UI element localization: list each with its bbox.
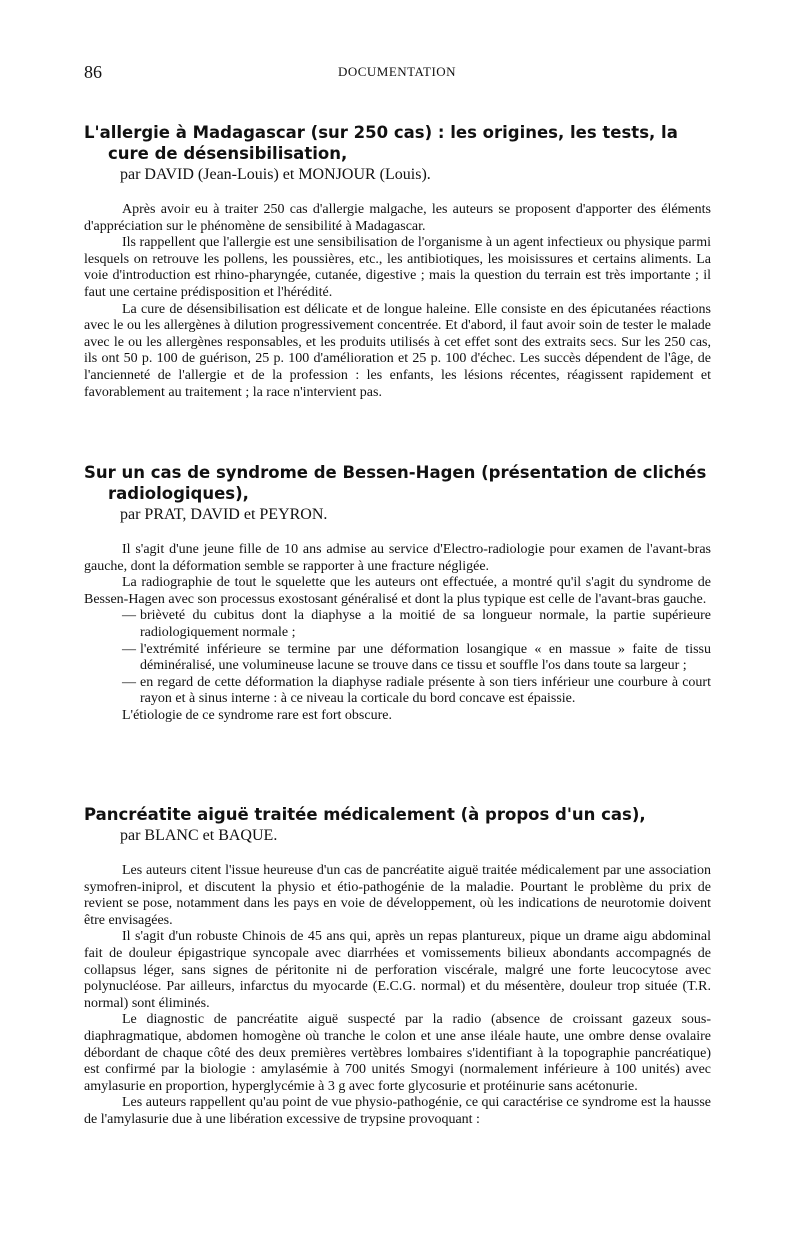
list-item-text: brièveté du cubitus dont la diaphyse a la moitié de sa longueur normale, la partie supérieure radiologiquement normale ;	[140, 608, 711, 640]
article-body	[84, 863, 711, 1129]
article-authors: par DAVID (Jean-Louis) et MONJOUR (Louis).	[120, 166, 431, 183]
running-head	[84, 62, 710, 82]
paragraph: Le diagnostic de pancréatite aiguë suspecté par la radio (absence de croissant gazeux sous-diaphragmatique, abdomen homogène où tranche le colon et une anse iléale haute, une ombre dense ovalaire débordant de chaque côté des deux premières vertèbres lombaires s'identifiant à la topographie pancréatique) est confirmé par la biologie : amylasémie à 700 unités Smogyi (normalement inférieure à 100 unités) avec amylasurie en proportion, hyperglycémie à 3 g avec forte glycosurie et protéinurie sans acétonurie.	[84, 1012, 711, 1094]
dash-bullet: —	[122, 641, 136, 657]
list-item-text: l'extrémité inférieure se termine par une déformation losangique « en massue » faite de tissu déminéralisé, une volumineuse lacune se trouve dans ce tissu et souffle l'os dans toute sa largeur ;	[140, 641, 711, 674]
article-title: L'allergie à Madagascar (sur 250 cas) : les origines, les tests, la cure de désensibilisation,	[84, 123, 678, 163]
article-title: Sur un cas de syndrome de Bessen-Hagen (présentation de clichés radiologiques),	[84, 463, 707, 503]
article-pancreatite	[84, 804, 711, 1129]
findings-list	[84, 608, 711, 708]
page-number: 86	[84, 62, 102, 82]
paragraph: La cure de désensibilisation est délicate et de longue haleine. Elle consiste en des épicutanées réactions avec le ou les allergènes à dilution progressivement concentrée. Et d'abord, il faut avoir soin de tester le malade avec le ou les allergènes responsables, et les produits utilisés à cet effet sont des extraits secs. Sur les 250 cas, ils ont 50 p. 100 de guérison, 25 p. 100 d'amélioration et 25 p. 100 d'échec. Les succès dépendent de l'âge, de l'ancienneté de l'allergie et de la profession : les enfants, les lésions récentes, réagissent rapidement et favorablement au traitement ; la race n'intervient pas.	[84, 301, 711, 400]
paragraph: Les auteurs citent l'issue heureuse d'un cas de pancréatite aiguë traitée médicalement par une association symofren-iniprol, et discutent la physio et étio-pathogénie de la maladie. Pourtant le problème du prix de revient se pose, notamment dans les pays en voie de développement, où les indications de neurotomie doivent être envisagées.	[84, 863, 711, 928]
dash-bullet: —	[122, 608, 136, 624]
article-body	[84, 202, 711, 401]
article-title: Pancréatite aiguë traitée médicalement (à propos d'un cas),	[84, 805, 646, 824]
list-item	[84, 675, 711, 708]
article-allergie	[84, 122, 711, 401]
article-authors: par PRAT, DAVID et PEYRON.	[120, 506, 328, 523]
dash-bullet: —	[122, 674, 136, 690]
paragraph: La radiographie de tout le squelette que les auteurs ont effectuée, a montré qu'il s'agit du syndrome de Bessen-Hagen avec son processus exostosant généralisé et dont la plus typique est celle de l'avant-bras gauche.	[84, 575, 711, 607]
list-item	[84, 642, 711, 675]
paragraph: Après avoir eu à traiter 250 cas d'allergie malgache, les auteurs se proposent d'apporter des éléments d'appréciation sur le phénomène de sensibilité à Madagascar.	[84, 202, 711, 234]
list-item-text: en regard de cette déformation la diaphyse radiale présente à son tiers inférieur une courbure à court rayon et à sinus interne : à ce niveau la corticale du bord concave est épaissie.	[140, 674, 711, 707]
article-bessen-hagen	[84, 462, 711, 725]
list-item	[84, 608, 711, 641]
paragraph: Ils rappellent que l'allergie est une sensibilisation de l'organisme à un agent infectieux ou physique parmi lesquels on retrouve les pollens, les poussières, etc., les antibiotiques, les moisissures et certains aliments. La voie d'introduction est rhino-pharyngée, cutanée, digestive ; mais la question du terrain est très importante ; il faut une certaine prédisposition et l'hérédité.	[84, 235, 711, 300]
article-authors: par BLANC et BAQUE.	[120, 827, 278, 844]
paragraph: Il s'agit d'une jeune fille de 10 ans admise au service d'Electro-radiologie pour examen de l'avant-bras gauche, dont la déformation semble se rapporter à une fracture négligée.	[84, 542, 711, 574]
paragraph: Il s'agit d'un robuste Chinois de 45 ans qui, après un repas plantureux, pique un drame aigu abdominal fait de douleur épigastrique syncopale avec diarrhées et vomissements bilieux abondants accompagnés de collapsus léger, sans signes de péritonite ni de perforation viscérale, malgré une forte leucocytose avec polynucléose. Par ailleurs, infarctus du myocarde (E.C.G. normal) et du mésentère, douleur trop située (T.R. normal) sont éliminés.	[84, 929, 711, 1011]
paragraph: Les auteurs rappellent qu'au point de vue physio-pathogénie, ce qui caractérise ce syndrome est la hausse de l'amylasurie due à une libération excessive de trypsine provoquant :	[84, 1095, 711, 1127]
paragraph-closing: L'étiologie de ce syndrome rare est fort obscure.	[122, 707, 392, 723]
running-title: DOCUMENTATION	[337, 64, 457, 79]
article-body	[84, 542, 711, 725]
